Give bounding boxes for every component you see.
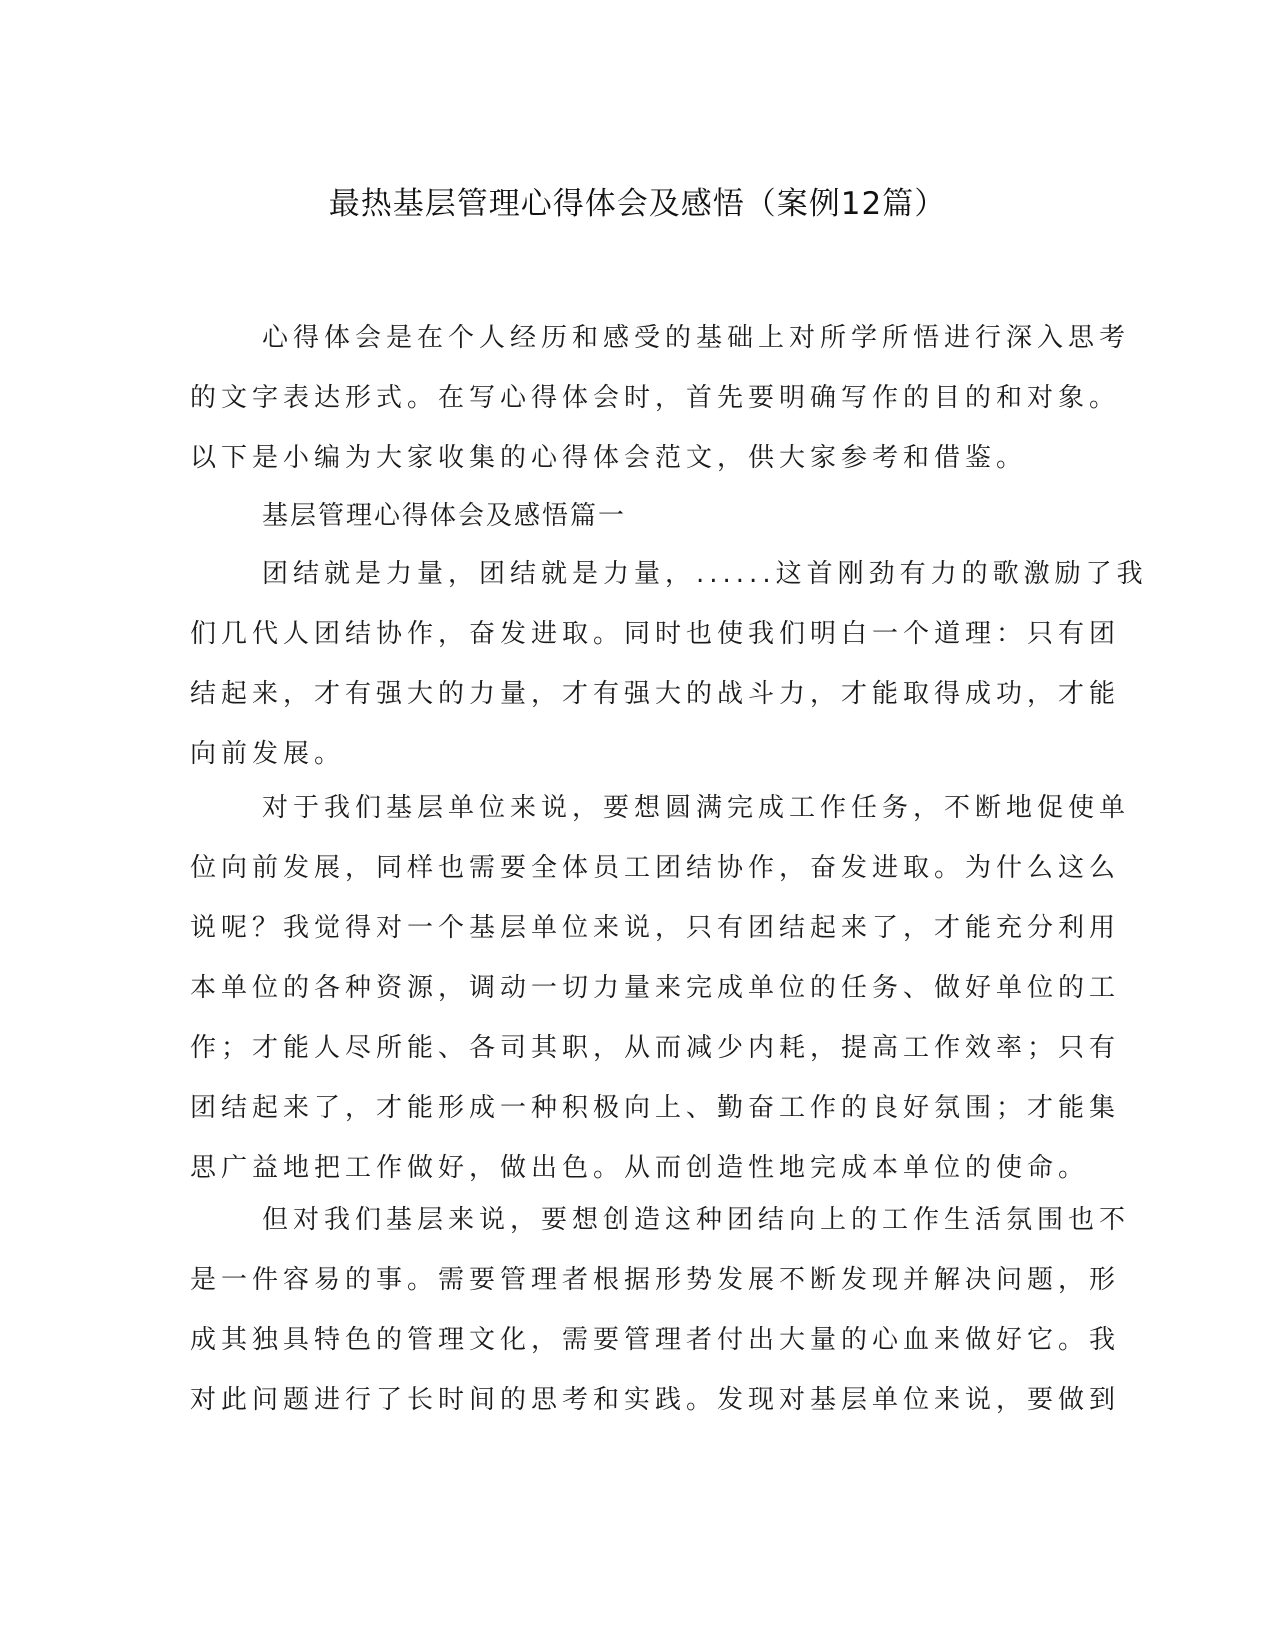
text-line: 说呢？我觉得对一个基层单位来说，只有团结起来了，才能充分利用 [190,913,1121,943]
text-line: 对于我们基层单位来说，要想圆满完成工作任务，不断地促使单 [262,793,1131,823]
section-heading-text: 基层管理心得体会及感悟篇一 [262,501,627,531]
text-line: 思广益地把工作做好，做出色。从而创造性地完成本单位的使命。 [190,1153,1090,1183]
text-line: 本单位的各种资源，调动一切力量来完成单位的任务、做好单位的工 [190,973,1121,1003]
text-line: 作；才能人尽所能、各司其职，从而减少内耗，提高工作效率；只有 [190,1033,1121,1063]
document-title: 最热基层管理心得体会及感悟（案例12篇） [328,186,947,222]
text-line: 心得体会是在个人经历和感受的基础上对所学所悟进行深入思考 [262,323,1131,353]
text-line: 团结起来了，才能形成一种积极向上、勤奋工作的良好氛围；才能集 [190,1093,1121,1123]
text-line: 但对我们基层来说，要想创造这种团结向上的工作生活氛围也不 [262,1205,1131,1235]
text-line: 对此问题进行了长时间的思考和实践。发现对基层单位来说，要做到 [190,1385,1121,1415]
text-line: 是一件容易的事。需要管理者根据形势发展不断发现并解决问题，形 [190,1265,1121,1295]
body-paragraph [190,1190,1131,1430]
body-paragraph [190,544,1148,784]
body-paragraph [190,778,1131,1198]
text-line: 结起来，才有强大的力量，才有强大的战斗力，才能取得成功，才能 [190,679,1121,709]
text-line: 向前发展。 [190,739,346,769]
intro-paragraph [190,308,1131,488]
text-line: 们几代人团结协作，奋发进取。同时也使我们明白一个道理：只有团 [190,619,1121,649]
section-heading [190,486,1088,546]
text-line: 成其独具特色的管理文化，需要管理者付出大量的心血来做好它。我 [190,1325,1121,1355]
text-line: 的文字表达形式。在写心得体会时，首先要明确写作的目的和对象。 [190,383,1121,413]
text-line: 以下是小编为大家收集的心得体会范文，供大家参考和借鉴。 [190,443,1028,473]
text-line: 位向前发展，同样也需要全体员工团结协作，奋发进取。为什么这么 [190,853,1121,883]
text-line: 团结就是力量，团结就是力量，......这首刚劲有力的歌激励了我 [262,559,1148,589]
